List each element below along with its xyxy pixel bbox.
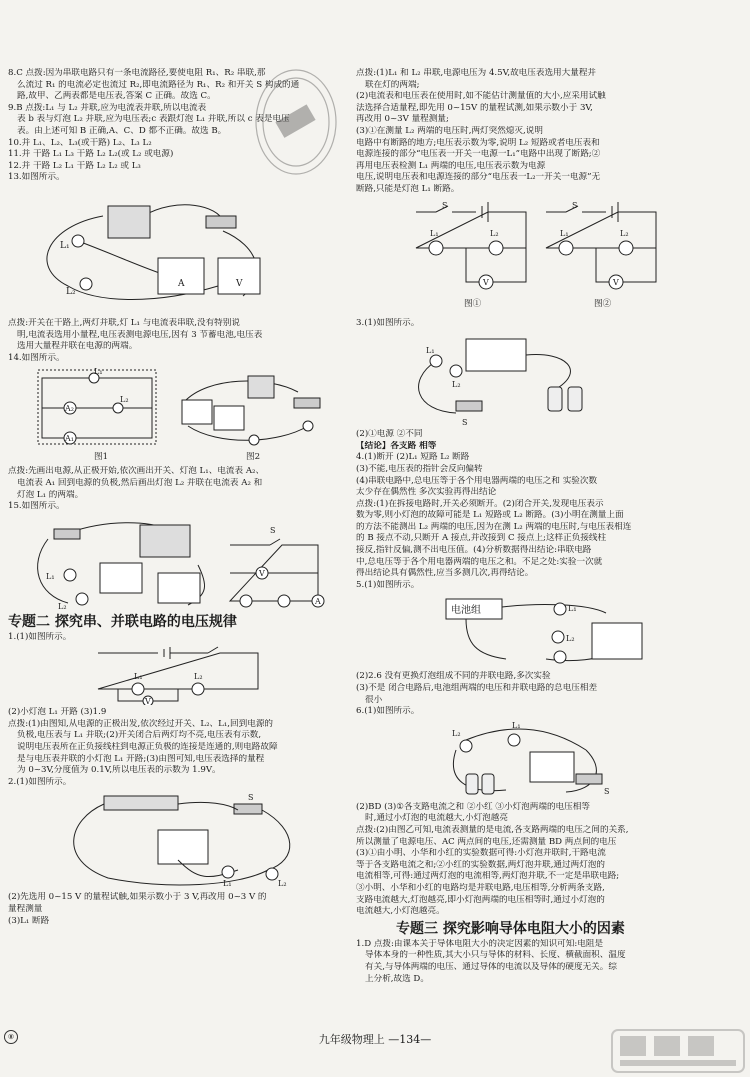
note-line: 电流越大,小灯泡越亮。	[356, 906, 445, 917]
label-l2: L₂	[120, 395, 129, 405]
answer-line: 太少存在偶然性 多次实验再得出结论	[356, 487, 497, 498]
label-l2: L₂	[490, 228, 499, 238]
note-line: 点拨:(2)由图乙可知,电流表测量的是电流,各支路两端的电压之间的关系,	[356, 825, 629, 835]
label-voltmeter: V	[145, 697, 151, 706]
note-line: 的 B 接点不动,只断开 A 接点,并改接到 C 接点上;这样正负接线柱	[356, 533, 607, 544]
note-line: 得出结论具有偶然性,应当多测几次,再得结论。	[356, 568, 534, 579]
answer-line: (2)2.6 没有更换灯泡组成不同的并联电路,多次实验	[356, 671, 551, 682]
question-title: 1.(1)如图所示。	[8, 631, 72, 642]
label-l1: L₁	[568, 604, 577, 614]
label-ammeter: A	[315, 596, 321, 606]
page-footer: 九年级物理上 —134—	[318, 1033, 432, 1046]
answer-line: (3)不是 闭合电路后,电池组两端的电压和并联电路的总电压相差	[356, 683, 598, 694]
q6-circuit-figure	[426, 720, 676, 800]
answer-line: 11.并 干路 L₁ L₃ 干路 L₂ L₂(或 L₂ 或电源)	[8, 149, 174, 160]
answer-line: (3)不能,电压表的指针会反向偏转	[356, 463, 483, 474]
label-l2: L₂	[194, 672, 203, 682]
section-title: 专题二 探究串、并联电路的电压规律	[8, 613, 237, 630]
note-line: 是与电压表并联的小灯泡 L₁ 开路;(3)由图可知,电压表选择的量程	[17, 753, 265, 764]
note-line: 电流表 A₁ 回到电源的负极,然后画出灯泡 L₂ 并联在电流表 A₂ 和	[17, 477, 263, 488]
label-voltmeter: V	[483, 277, 489, 287]
note-line: 等于各支路电流之和;②小红的实验数据,两灯泡并联,通过两灯泡的	[356, 859, 605, 870]
s2-q2-circuit-figure	[48, 790, 318, 890]
label-switch: S	[248, 793, 254, 803]
note-line: 再用电压表检测 L₁ 两端的电压,电压表示数为电源	[356, 160, 546, 171]
note-line: 再改用 0~3V 量程测量;	[356, 114, 449, 125]
label-a2: A₂	[65, 404, 74, 414]
answer-line: 4.(1)断开 (2)L₁ 短路 L₂ 断路	[356, 452, 470, 463]
label-l2: L₂	[620, 228, 629, 238]
note-line: 接反,指针反偏,测不出电压值。(4)分析数据得出结论:串联电路	[356, 545, 592, 556]
answer-line: (2)①电源 ②不同	[356, 429, 423, 440]
note-line: 的方法不能测出 L₂ 两端的电压,因为在测 L₂ 两端的电压时,与电压表相连	[356, 521, 632, 532]
answer-line: 量程测量	[8, 904, 43, 915]
note-line: 电流相等,可得:通过两灯泡的电流相等,两灯泡并联,不一定是串联电路;	[356, 871, 620, 882]
figure-caption: 图2	[246, 452, 261, 463]
page-marker: ⑧	[4, 1030, 18, 1044]
answer-line: 路,故甲、乙两表都是电压表,答案 C 正确。故选 C。	[17, 91, 216, 102]
note-line: 点拨:(1)由图知,从电源的正极出发,依次经过开关、L₂、L₁,回到电源的	[8, 718, 274, 729]
label-voltmeter: V	[613, 277, 619, 287]
note-line: 支路电流越大,灯泡越亮,即小灯泡两端的电压相等时,通过小灯泡的	[356, 894, 605, 905]
note-line: 点拨:(1)L₁ 和 L₂ 串联,电源电压为 4.5V,故电压表选用大量程并	[356, 68, 597, 78]
q14-circuit-figures	[8, 366, 338, 464]
q13-circuit-figure	[8, 186, 278, 316]
answer-line: 时,通过小灯泡的电流越大,小灯泡越亮	[365, 813, 508, 824]
question-title: 5.(1)如图所示。	[356, 579, 420, 590]
label-l1: L₁	[426, 346, 435, 356]
label-l1: L₁	[430, 228, 439, 238]
answer-line: 很小	[365, 694, 383, 705]
note-line: 点拨:开关在干路上,两灯并联,灯 L₁ 与电流表串联,没有特别说	[8, 317, 240, 328]
note-line: 断路,只能是灯泡 L₁ 断路。	[356, 183, 460, 194]
note-line: 负极,电压表与 L₁ 并联;(2)开关闭合后两灯均不亮,电压表有示数,	[17, 730, 262, 741]
label-switch: S	[572, 200, 578, 210]
question-title: 2.(1)如图所示。	[8, 776, 72, 787]
label-l2: L₂	[278, 879, 287, 889]
answer-line: 12.并 干路 L₂ L₁ 干路 L₂ L₂ 或 L₃	[8, 160, 141, 171]
label-l2: L₂	[452, 380, 461, 390]
note-line: 电路中有断路的地方;电压表示数为零,说明 L₂ 短路或者电压表和	[356, 137, 600, 148]
note-line: 中,总电压等于各个用电器两端的电压之和。不足之处:实验一次就	[356, 556, 603, 567]
question-title: 3.(1)如图所示。	[356, 317, 420, 328]
note-line: 数为零,则小灯泡的故障可能是 L₁ 短路或 L₂ 断路。(3)小明在测量上面	[356, 510, 624, 521]
note-line: 点拨:(1)在拆接电路时,开关必须断开。(2)闭合开关,发现电压表示	[356, 498, 604, 509]
right-column	[356, 68, 728, 985]
note-line: 说明电压表所在正负接线柱到电源正负极的连接是连通的,则电路故障	[17, 742, 278, 753]
note-line: ③小明、小华和小红的电路均是并联电路,电压相等,分析两条支路,	[356, 882, 605, 893]
label-l2: L₂	[58, 601, 67, 611]
note-line: (3)①由小明、小华和小红的实验数据可得:小灯泡并联时,干路电流	[356, 848, 606, 859]
note-line: 电源连接的部分“电压表一开关一电源一L₁”电路中出现了断路;②	[356, 149, 601, 160]
label-l1: L₁	[94, 367, 103, 377]
q15-circuit-figure	[8, 515, 338, 611]
note-line: (3)①在测量 L₂ 两端的电压时,两灯突然熄灭,说明	[356, 125, 543, 136]
left-column	[8, 68, 346, 927]
label-voltmeter: V	[236, 278, 243, 289]
answer-line: 10.并 L₁、L₂、L₃(或干路) L₂、L₃ L₂	[8, 137, 152, 148]
figure-caption: 图②	[594, 298, 612, 309]
note-line: 为 0~3V,分度值为 0.1V,所以电压表的示数为 1.9V。	[17, 765, 221, 776]
answer-line: 么流过 R₁ 的电流必定也流过 R₂,即电流路径为 R₁、R₂ 和开关 S 构成的通	[17, 79, 300, 90]
label-l1: L₁	[223, 879, 232, 889]
note-line: 联在灯的两端;	[365, 79, 420, 90]
note-line: (2)电流表和电压表在使用时,如不能估计测量值的大小,应采用试触	[356, 91, 606, 102]
label-l1: L₁	[560, 228, 569, 238]
answer-line: 上分析,故选 D。	[365, 973, 429, 984]
section-title: 专题三 探究影响导体电阻大小的因素	[396, 920, 625, 937]
answer-line: (3)L₁ 断路	[8, 915, 50, 926]
label-voltmeter: V	[259, 568, 265, 578]
label-l1: L₁	[60, 240, 70, 251]
answer-line: 有关,与导体两端的电压、通过导体的电流以及导体的硬度无关。综	[365, 961, 617, 972]
answer-line: (2)小灯泡 L₁ 开路 (3)1.9	[8, 707, 107, 718]
question-title: 6.(1)如图所示。	[356, 706, 420, 717]
answer-line: (2)BD (3)①各支路电流之和 ②小红 ③小灯泡两端的电压相等	[356, 801, 590, 812]
note-line: 法选择合适量程,即先用 0~15V 的量程试测,如果示数小于 3V,	[356, 102, 593, 113]
label-l2: L₂	[452, 728, 461, 738]
label-l2: L₂	[66, 286, 76, 297]
series-circuit-figures	[356, 198, 726, 316]
q3-circuit-figure	[396, 331, 646, 427]
watermark-logo-icon	[610, 1028, 746, 1074]
label-l2: L₂	[566, 634, 575, 644]
label-switch: S	[604, 786, 610, 796]
label-a1: A₁	[65, 434, 74, 444]
s2-q1-circuit-figure	[88, 645, 268, 705]
label-ammeter: A	[178, 278, 185, 289]
label-l1: L₁	[46, 571, 55, 581]
answer-line: 9.B 点拨:L₁ 与 L₂ 并联,应为电流表并联,所以电流表	[8, 102, 207, 113]
figure-caption: 图①	[464, 298, 482, 309]
answer-line: 1.D 点拨:由课本关于导体电阻大小的决定因素的知识可知:电阻是	[356, 938, 604, 949]
question-title: 15.如图所示。	[8, 501, 65, 512]
question-title: 14.如图所示。	[8, 352, 65, 363]
answer-line: 【结论】各支路 相等	[356, 440, 437, 451]
note-line: 所以测量了电源电压、AC 两点间的电压,还需测量 BD 两点间的电压	[356, 836, 617, 847]
answer-line: 表 b 表与灯泡 L₂ 并联,应为电压表;c 表跟灯泡 L₁ 并联,所以 c 表是电压	[17, 114, 290, 125]
answer-line: (2)先选用 0~15 V 的量程试触,如果示数小于 3 V,再改用 0~3 V 的	[8, 892, 267, 903]
note-line: 电压,说明电压表和电源连接的部分“电压表一L₂一开关一电源”无	[356, 172, 601, 183]
answer-line: 13.如图所示。	[8, 172, 65, 183]
answer-line: 表。由上述可知 B 正确,A、C、D 都不正确。故选 B。	[17, 125, 227, 136]
label-switch: S	[462, 418, 468, 428]
note-line: 选用大量程并联在电源的两端。	[17, 341, 138, 352]
note-line: 明,电流表选用小量程,电压表测电源电压,因有 3 节蓄电池,电压表	[17, 329, 263, 340]
note-line: 灯泡 L₁ 的两端。	[17, 489, 84, 500]
label-l1: L₁	[134, 672, 143, 682]
label-l1: L₁	[512, 720, 521, 730]
answer-line: 导体本身的一种性质,其大小只与导体的材料、长度、横截面积、温度	[365, 950, 626, 961]
figure-caption: 图1	[94, 452, 109, 463]
answer-line: 8.C 点拨:因为串联电路只有一条电流路径,要使电阻 R₁、R₂ 串联,那	[8, 68, 266, 78]
label-switch: S	[442, 200, 448, 210]
q5-circuit-figure	[436, 593, 686, 669]
answer-line: (4)串联电路中,总电压等于各个用电器两端的电压之和 实验次数	[356, 475, 598, 486]
label-switch: S	[270, 525, 276, 535]
note-line: 点拨:先画出电源,从正极开始,依次画出开关、灯泡 L₁、电流表 A₂、	[8, 466, 265, 477]
battery-label: 电池组	[451, 605, 481, 617]
